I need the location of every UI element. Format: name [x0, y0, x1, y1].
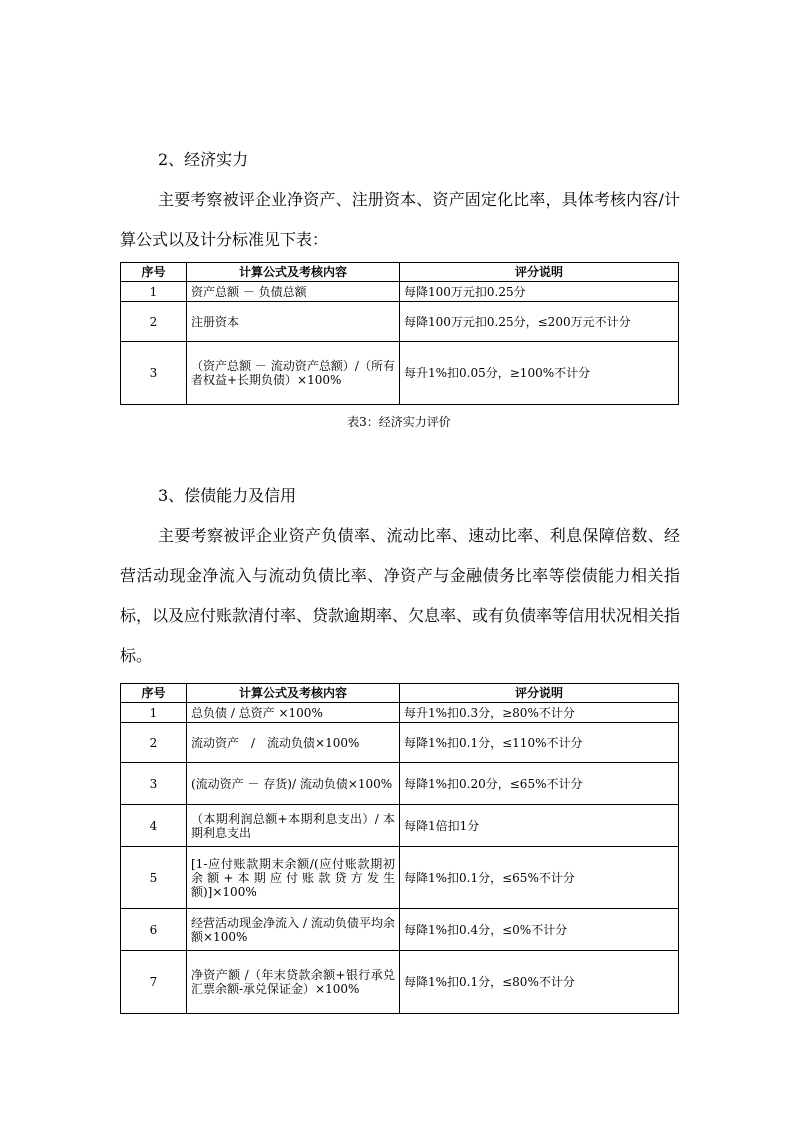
header-rule: 评分说明 [400, 684, 679, 703]
section3-paragraph: 主要考察被评企业资产负债率、流动比率、速动比率、利息保障倍数、经营活动现金净流入与流动负债比率、净资产与金融债务比率等偿债能力相关指标，以及应付账款清付率、贷款逾期率、欠息率、或有负债率等信用状况相关指标。 [120, 526, 681, 665]
row-formula: （资产总额 － 流动资产总额）/（所有者权益+长期负债）×100% [187, 342, 400, 405]
table-row [121, 282, 679, 302]
table-row [121, 909, 679, 951]
row-no: 3 [121, 763, 187, 805]
header-formula: 计算公式及考核内容 [187, 263, 400, 282]
row-no: 1 [121, 282, 187, 302]
row-formula: 总负债 / 总资产 ×100% [187, 703, 400, 723]
row-no: 7 [121, 951, 187, 1014]
row-rule: 每升1%扣0.05分，≥100%不计分 [400, 342, 679, 405]
table-row [121, 723, 679, 763]
row-rule: 每降1%扣0.1分，≤65%不计分 [400, 847, 679, 909]
row-no: 3 [121, 342, 187, 405]
header-rule: 评分说明 [400, 263, 679, 282]
header-no: 序号 [121, 263, 187, 282]
section2-paragraph: 主要考察被评企业净资产、注册资本、资产固定化比率，具体考核内容/计算公式以及计分标准见下表： [120, 190, 680, 249]
section2-heading: 2、经济实力 [158, 150, 249, 169]
row-no: 1 [121, 703, 187, 723]
row-rule: 每升1%扣0.3分，≥80%不计分 [400, 703, 679, 723]
row-no: 2 [121, 302, 187, 342]
row-rule: 每降1%扣0.1分，≤80%不计分 [400, 951, 679, 1014]
row-rule: 每降1%扣0.20分，≤65%不计分 [400, 763, 679, 805]
row-rule: 每降100万元扣0.25分 [400, 282, 679, 302]
table-row [121, 805, 679, 847]
row-formula: （本期利润总额+本期利息支出）/ 本期利息支出 [187, 805, 400, 847]
row-no: 4 [121, 805, 187, 847]
header-no: 序号 [121, 684, 187, 703]
row-no: 6 [121, 909, 187, 951]
table-caption: 表3：经济实力评价 [347, 415, 451, 429]
row-rule: 每降1%扣0.1分，≤110%不计分 [400, 723, 679, 763]
table-row [121, 302, 679, 342]
row-rule: 每降1倍扣1分 [400, 805, 679, 847]
row-formula: [1-应付账款期末余额/(应付账款期初余额+本期应付账款贷方发生额)]×100% [187, 847, 400, 909]
table-row [121, 951, 679, 1014]
section3-heading: 3、偿债能力及信用 [158, 486, 297, 505]
table-row [121, 342, 679, 405]
row-rule: 每降100万元扣0.25分，≤200万元不计分 [400, 302, 679, 342]
row-formula: 注册资本 [187, 302, 400, 342]
table-row [121, 703, 679, 723]
economic-strength-table [120, 262, 679, 405]
solvency-credit-table [120, 683, 679, 1014]
row-formula: 资产总额 － 负债总额 [187, 282, 400, 302]
table-header-row [121, 684, 679, 703]
row-no: 2 [121, 723, 187, 763]
header-formula: 计算公式及考核内容 [187, 684, 400, 703]
row-formula: (流动资产 － 存货)/ 流动负债×100% [187, 763, 400, 805]
table-row [121, 763, 679, 805]
row-formula: 经营活动现金净流入 / 流动负债平均余额×100% [187, 909, 400, 951]
row-no: 5 [121, 847, 187, 909]
row-rule: 每降1%扣0.4分，≤0%不计分 [400, 909, 679, 951]
table-header-row [121, 263, 679, 282]
row-formula: 流动资产 / 流动负债×100% [187, 723, 400, 763]
row-formula: 净资产额 /（年末贷款余额+银行承兑汇票余额-承兑保证金）×100% [187, 951, 400, 1014]
table-row [121, 847, 679, 909]
